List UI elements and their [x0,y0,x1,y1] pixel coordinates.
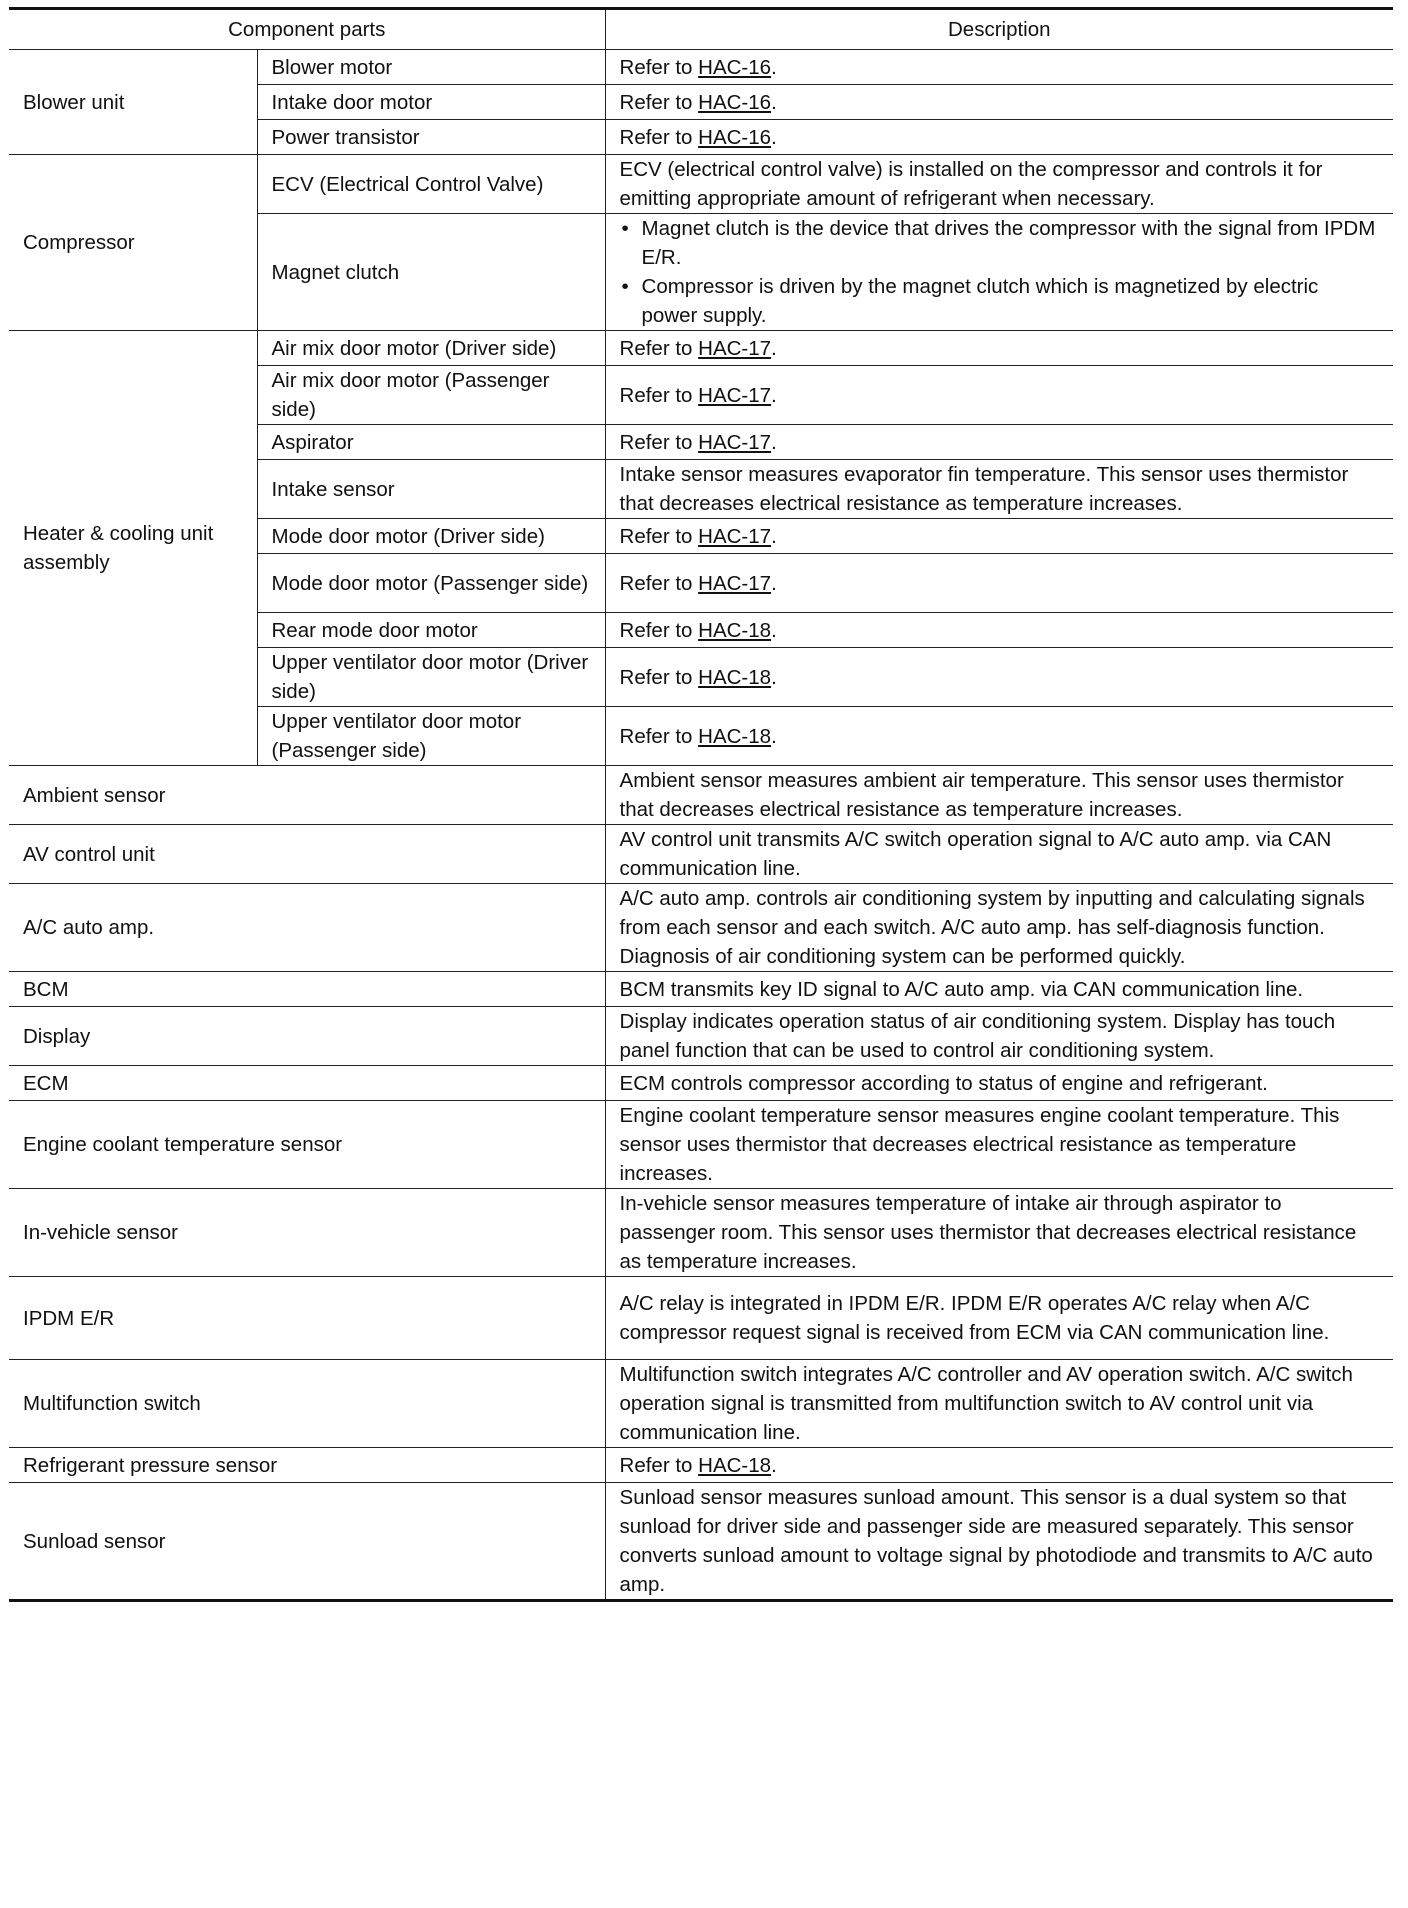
description-cell: Ambient sensor measures ambient air temperature. This sensor uses thermistor that decreases electrical resistance as temperature increases. [605,766,1393,825]
reference-link[interactable]: HAC-18 [698,724,772,748]
refer-text: Refer to [619,90,699,114]
table-row [9,1066,1393,1101]
refer-text: Refer to [619,524,699,548]
description-cell: Display indicates operation status of air conditioning system. Display has touch panel function that can be used to control air conditioning system. [605,1007,1393,1066]
component-part-cell: Rear mode door motor [257,613,605,648]
refer-suffix: . [771,336,777,360]
component-cell: A/C auto amp. [9,884,605,972]
refer-text: Refer to [619,665,699,689]
reference-link[interactable]: HAC-18 [698,665,772,689]
description-cell [605,425,1393,460]
refer-text: Refer to [619,55,699,79]
table-row [9,1448,1393,1483]
table-row [9,884,1393,972]
description-bullet: • Compressor is driven by the magnet clutch which is magnetized by electric power supply. [620,272,1380,330]
refer-suffix: . [771,1453,777,1477]
table-row [9,972,1393,1007]
refer-text: Refer to [619,430,699,454]
refer-text: Refer to [619,1453,699,1477]
description-cell [605,1448,1393,1483]
refer-suffix: . [771,524,777,548]
refer-text: Refer to [619,618,699,642]
refer-text: Refer to [619,571,699,595]
component-part-cell: Aspirator [257,425,605,460]
description-cell [605,554,1393,613]
table-row [9,825,1393,884]
component-part-cell: Intake sensor [257,460,605,519]
reference-link[interactable]: HAC-16 [698,125,772,149]
reference-link[interactable]: HAC-17 [698,336,772,360]
description-cell [605,331,1393,366]
refer-text: Refer to [619,724,699,748]
component-parts-header: Component parts [9,9,605,50]
component-part-cell: Intake door motor [257,85,605,120]
description-cell [605,648,1393,707]
reference-link[interactable]: HAC-18 [698,1453,772,1477]
description-cell: ECM controls compressor according to status of engine and refrigerant. [605,1066,1393,1101]
description-header: Description [605,9,1393,50]
reference-link[interactable]: HAC-16 [698,55,772,79]
component-part-cell: Power transistor [257,120,605,155]
component-part-cell: ECV (Electrical Control Valve) [257,155,605,214]
component-parts-table [9,7,1393,1602]
refer-suffix: . [771,665,777,689]
table-row [9,1007,1393,1066]
description-cell: Engine coolant temperature sensor measures engine coolant temperature. This sensor uses thermistor that decreases electrical resistance as temperature increases. [605,1101,1393,1189]
reference-link[interactable]: HAC-18 [698,618,772,642]
table-row [9,766,1393,825]
refer-suffix: . [771,571,777,595]
description-cell [605,366,1393,425]
refer-suffix: . [771,383,777,407]
refer-suffix: . [771,55,777,79]
description-cell: ECV (electrical control valve) is installed on the compressor and controls it for emitting appropriate amount of refrigerant when necessary. [605,155,1393,214]
table-row [9,1277,1393,1360]
reference-link[interactable]: HAC-17 [698,571,772,595]
component-cell: IPDM E/R [9,1277,605,1360]
refer-suffix: . [771,430,777,454]
component-part-cell: Blower motor [257,50,605,85]
reference-link[interactable]: HAC-17 [698,524,772,548]
component-cell: AV control unit [9,825,605,884]
table-row [9,1483,1393,1601]
table-row [9,1101,1393,1189]
description-cell [605,707,1393,766]
table-row [9,1360,1393,1448]
component-part-cell: Magnet clutch [257,214,605,331]
table-row [9,331,1393,366]
component-cell: Ambient sensor [9,766,605,825]
description-cell: Intake sensor measures evaporator fin temperature. This sensor uses thermistor that decreases electrical resistance as temperature increases. [605,460,1393,519]
component-group-cell: Compressor [9,155,257,331]
reference-link[interactable]: HAC-16 [698,90,772,114]
table-row [9,1189,1393,1277]
component-group-cell: Blower unit [9,50,257,155]
table-row [9,50,1393,85]
description-cell: AV control unit transmits A/C switch operation signal to A/C auto amp. via CAN communication line. [605,825,1393,884]
refer-suffix: . [771,125,777,149]
component-cell: Display [9,1007,605,1066]
component-part-cell: Upper ventilator door motor (Driver side) [257,648,605,707]
component-cell: ECM [9,1066,605,1101]
description-cell: A/C relay is integrated in IPDM E/R. IPDM E/R operates A/C relay when A/C compressor request signal is received from ECM via CAN communication line. [605,1277,1393,1360]
refer-suffix: . [771,724,777,748]
description-cell [605,519,1393,554]
component-cell: Multifunction switch [9,1360,605,1448]
table-row [9,155,1393,214]
component-part-cell: Air mix door motor (Driver side) [257,331,605,366]
description-cell: Sunload sensor measures sunload amount. This sensor is a dual system so that sunload for driver side and passenger side are measured separately. This sensor converts sunload amount to voltage signal by photodiode and transmits to A/C auto amp. [605,1483,1393,1601]
refer-text: Refer to [619,336,699,360]
component-cell: In-vehicle sensor [9,1189,605,1277]
component-cell: Sunload sensor [9,1483,605,1601]
component-group-cell: Heater & cooling unit assembly [9,331,257,766]
description-cell: In-vehicle sensor measures temperature of intake air through aspirator to passenger room. This sensor uses thermistor that decreases electrical resistance as temperature increases. [605,1189,1393,1277]
reference-link[interactable]: HAC-17 [698,383,772,407]
description-cell: Multifunction switch integrates A/C controller and AV operation switch. A/C switch operation signal is transmitted from multifunction switch to AV control unit via communication line. [605,1360,1393,1448]
refer-suffix: . [771,618,777,642]
component-cell: Refrigerant pressure sensor [9,1448,605,1483]
description-bullet: • Magnet clutch is the device that drives the compressor with the signal from IPDM E/R. [620,214,1380,272]
refer-text: Refer to [619,125,699,149]
description-bullet-list [620,214,1380,330]
table-header-row [9,9,1393,50]
description-cell [605,50,1393,85]
component-cell: BCM [9,972,605,1007]
component-cell: Engine coolant temperature sensor [9,1101,605,1189]
component-part-cell: Upper ventilator door motor (Passenger side) [257,707,605,766]
description-cell [605,214,1393,331]
refer-suffix: . [771,90,777,114]
description-cell [605,613,1393,648]
description-cell: A/C auto amp. controls air conditioning system by inputting and calculating signals from each sensor and each switch. A/C auto amp. has self-diagnosis function. Diagnosis of air conditioning system can be performed quickly. [605,884,1393,972]
reference-link[interactable]: HAC-17 [698,430,772,454]
component-part-cell: Mode door motor (Passenger side) [257,554,605,613]
refer-text: Refer to [619,383,699,407]
description-cell: BCM transmits key ID signal to A/C auto amp. via CAN communication line. [605,972,1393,1007]
description-cell [605,85,1393,120]
component-part-cell: Mode door motor (Driver side) [257,519,605,554]
component-part-cell: Air mix door motor (Passenger side) [257,366,605,425]
description-cell [605,120,1393,155]
